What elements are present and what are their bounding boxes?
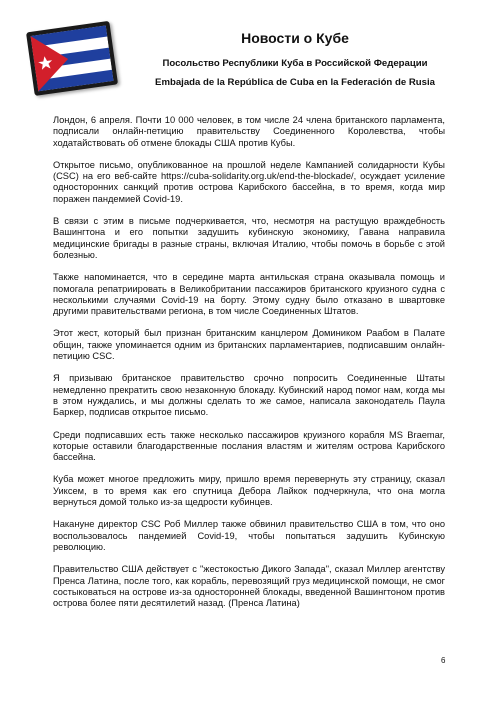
paragraph: В связи с этим в письме подчеркивается, что, несмотря на растущую враждебность Вашингтона и его попытки задушить кубинскую экономику, Гавана направила медицинские бригады в разные страны, включая Италию, чтобы помочь в борьбе с этой болезнью. bbox=[53, 216, 445, 260]
page-number: 6 bbox=[441, 656, 446, 665]
page-title: Новости о Кубе bbox=[241, 30, 349, 46]
paragraph: Лондон, 6 апреля. Почти 10 000 человек, в том числе 24 члена британского парламента, подписали онлайн-петицию правительству Соединенного Королевства, чтобы ходатайствовать об отмене блокады США против Кубы. bbox=[53, 115, 445, 148]
paragraph: Этот жест, который был признан британским канцлером Домиником Раабом в Палате общин, также упоминается одним из британских парламентариев, подписавшим онлайн-петицию CSC. bbox=[53, 328, 445, 362]
paragraph: Также напоминается, что в середине марта антильская страна оказывала помощь и помогала репатриировать в Великобритании пассажиров британского круизного судна с несколькими случаями Covid-19 на борту. Этому судну было отказано в швартовке другими правительствами региона, в том числе Соединенных Штатов. bbox=[53, 272, 445, 317]
paragraph: Открытое письмо, опубликованное на прошлой неделе Кампанией солидарности Кубы (CSC) на его веб-сайте https://cuba-solidarity.org.uk/end-the-blockade/, осуждает усиление односторонних санкций против острова Карибского бассейна, в то время, когда мир поражен пандемией Covid-19. bbox=[53, 159, 445, 204]
document-header bbox=[130, 30, 460, 96]
embassy-name-russian: Посольство Республики Куба в Российской Федерации bbox=[162, 58, 428, 69]
article-body bbox=[53, 115, 445, 620]
paragraph: Накануне директор CSC Роб Миллер также обвинил правительство США в том, что оно воспользовалось пандемией Covid-19, чтобы попытаться задушить Кубинскую революцию. bbox=[53, 519, 445, 552]
paragraph: Среди подписавших есть также несколько пассажиров круизного корабля MS Braemar, которые оставили благодарственные послания властям и жителям острова Карибского бассейна. bbox=[53, 429, 445, 463]
paragraph: Я призываю британское правительство срочно попросить Соединенные Штаты немедленно прекратить свою незаконную блокаду. Кубинский народ помог нам, когда мы в этом нуждались, и мы должны сделать то же самое, написала законодатель Паула Баркер, подписав открытое письмо. bbox=[53, 373, 445, 418]
embassy-name-spanish: Embajada de la República de Cuba en la Federación de Rusia bbox=[155, 77, 435, 88]
cuba-flag-icon bbox=[25, 12, 125, 104]
paragraph: Правительство США действует с "жестокостью Дикого Запада", сказал Миллер агентству Пренса Латина, после того, как корабль, перевозящий груз медицинской помощи, не смог состыковаться на острове из-за односторонней блокады, введенной Вашингтоном против острова более пяти десятилетий назад. (Пренса Латина) bbox=[53, 564, 445, 609]
paragraph: Куба может многое предложить миру, пришло время перевернуть эту страницу, сказал Уиксем, в то время как его спутница Дебора Лайкок подчеркнула, что она могла вернуться домой только из-за щедрости кубинцев. bbox=[53, 474, 445, 508]
